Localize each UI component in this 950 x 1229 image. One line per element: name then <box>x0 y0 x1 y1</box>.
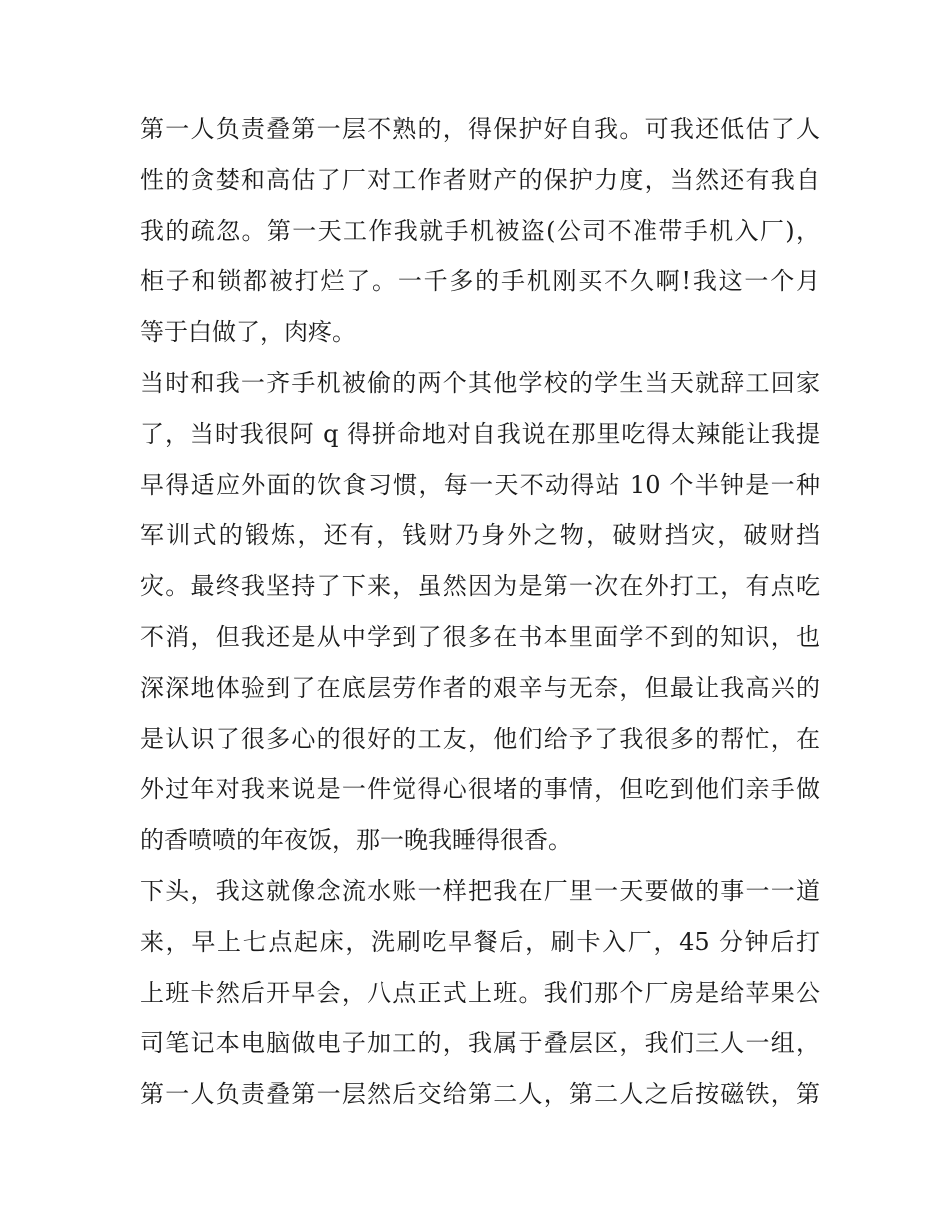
body-text <box>140 104 820 1120</box>
text-line: 等于白做了，肉疼。 <box>140 318 356 347</box>
paragraph-1 <box>140 104 820 358</box>
text-line: 第一人负责叠第一层然后交给第二人，第二人之后按磁铁，第 <box>140 1080 820 1109</box>
text-line: 我的疏忽。第一天工作我就手机被盗(公司不准带手机入厂)， <box>140 216 820 245</box>
text-line: 第一人负责叠第一层不熟的，得保护好自我。可我还低估了人 <box>140 115 820 143</box>
text-line: 性的贪婪和高估了厂对工作者财产的保护力度，当然还有我自 <box>140 165 820 194</box>
text-line: 上班卡然后开早会，八点正式上班。我们那个厂房是给苹果公 <box>140 978 820 1007</box>
text-line: 下头，我这就像念流水账一样把我在厂里一天要做的事一一道 <box>140 876 820 905</box>
text-line: 的香喷喷的年夜饭，那一晚我睡得很香。 <box>140 826 572 855</box>
text-line: 来，早上七点起床，洗刷吃早餐后，刷卡入厂，45 分钟后打 <box>140 927 820 956</box>
text-line: 当时和我一齐手机被偷的两个其他学校的学生当天就辞工回家 <box>140 368 820 397</box>
text-line: 是认识了很多心的很好的工友，他们给予了我很多的帮忙，在 <box>140 724 820 753</box>
paragraph-2 <box>140 358 820 866</box>
text-line: 军训式的锻炼，还有，钱财乃身外之物，破财挡灾，破财挡 <box>140 521 820 550</box>
paragraph-3 <box>140 866 820 1120</box>
text-line: 柜子和锁都被打烂了。一千多的手机刚买不久啊!我这一个月 <box>140 267 820 296</box>
text-line: 外过年对我来说是一件觉得心很堵的事情，但吃到他们亲手做 <box>140 775 820 804</box>
text-line: 了，当时我很阿 q 得拼命地对自我说在那里吃得太辣能让我提 <box>140 419 820 448</box>
text-line: 司笔记本电脑做电子加工的，我属于叠层区，我们三人一组， <box>140 1029 820 1058</box>
text-line: 早得适应外面的饮食习惯，每一天不动得站 10 个半钟是一种 <box>140 470 820 499</box>
text-line: 灾。最终我坚持了下来，虽然因为是第一次在外打工，有点吃 <box>140 572 820 601</box>
text-line: 不消，但我还是从中学到了很多在书本里面学不到的知识，也 <box>140 622 820 651</box>
text-line: 深深地体验到了在底层劳作者的艰辛与无奈，但最让我高兴的 <box>140 673 820 702</box>
